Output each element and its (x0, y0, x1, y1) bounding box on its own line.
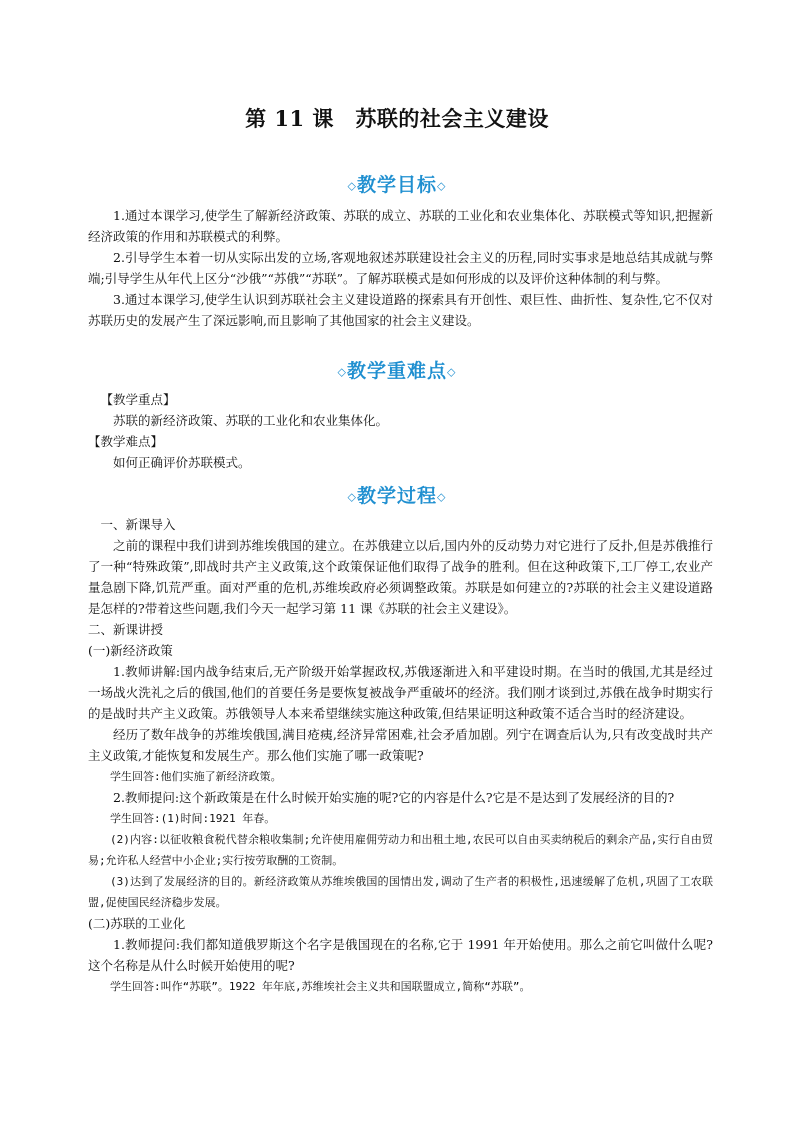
section-heading-goals-text: 教学目标 (356, 174, 437, 196)
key-label: 【教学重点】 (100, 392, 176, 407)
process-block (88, 514, 713, 997)
subheading-new-economic-policy: (一)新经济政策 (88, 643, 173, 658)
student-answer-2-time: 学生回答:(1)时间:1921 年春。 (110, 812, 276, 825)
section-heading-process-text: 教学过程 (356, 485, 437, 507)
diamond-icon: ◇ (437, 490, 447, 504)
key-text: 苏联的新经济政策、苏联的工业化和农业集体化。 (113, 413, 389, 428)
subheading-industrialization: (二)苏联的工业化 (88, 916, 186, 931)
intro-paragraph: 之前的课程中我们讲到苏维埃俄国的建立。在苏俄建立以后,国内外的反动势力对它进行了反扑,但是苏俄推行了一种“特殊政策”,即战时共产主义政策,这个政策保证他们取得了战争的胜利。但在这种政策下,工厂停工,农业产量急剧下降,饥荒严重。面对严重的危机,苏维埃政府必须调整政策。苏联是如何建立的?苏联的社会主义建设道路是怎样的?带着这些问题,我们今天一起学习第 11 课《苏联的社会主义建设》。 (88, 538, 713, 616)
diamond-icon: ◇ (347, 179, 357, 193)
diamond-icon: ◇ (437, 179, 447, 193)
difficulty-label: 【教学难点】 (88, 434, 164, 449)
teacher-paragraph-1: 1.教师讲解:国内战争结束后,无产阶级开始掌握政权,苏俄逐渐进入和平建设时期。在当时的俄国,尤其是经过一场战火洗礼之后的俄国,他们的首要任务是要恢复被战争严重破坏的经济。我们刚才谈到过,苏俄在战争时期实行的是战时共产主义政策。苏俄领导人本来希望继续实施这种政策,但结果证明这种政策不适合当时的经济建设。 (88, 664, 713, 721)
difficulty-text: 如何正确评价苏联模式。 (113, 455, 251, 470)
student-answer-1: 学生回答:他们实施了新经济政策。 (110, 770, 282, 783)
goal-paragraph-2: 2.引导学生本着一切从实际出发的立场,客观地叙述苏联建设社会主义的历程,同时实事求是地总结其成就与弊端;引导学生从年代上区分“沙俄”“苏俄”“苏联”。了解苏联模式是如何形成的以及评价这种体制的利与弊。 (88, 250, 713, 286)
diamond-icon: ◇ (347, 490, 357, 504)
section-heading-keypoints-text: 教学重难点 (346, 360, 447, 382)
section-heading-process (0, 481, 794, 508)
keypoints-block (88, 389, 713, 473)
teacher-question-3: 1.教师提问:我们都知道俄罗斯这个名字是俄国现在的名称,它于 1991 年开始使用。那么之前它叫做什么呢?这个名称是从什么时候开始使用的呢? (88, 937, 713, 973)
student-answer-2-content: (2)内容:以征收粮食税代替余粮收集制;允许使用雇佣劳动力和出租土地,农民可以自由买卖纳税后的剩余产品,实行自由贸易;允许私人经营中小企业;实行按劳取酬的工资制。 (88, 833, 713, 867)
goals-block (88, 205, 713, 331)
teacher-paragraph-1b: 经历了数年战争的苏维埃俄国,满目疮痍,经济异常困难,社会矛盾加剧。列宁在调查后认为,只有改变战时共产主义政策,才能恢复和发展生产。那么他们实施了哪一政策呢? (88, 727, 713, 763)
student-answer-3: 学生回答:叫作“苏联”。1922 年年底,苏维埃社会主义共和国联盟成立,简称“苏联”。 (110, 980, 531, 993)
section-heading-keypoints (0, 356, 794, 383)
section-heading-goals (0, 170, 794, 197)
student-answer-2-result: (3)达到了发展经济的目的。新经济政策从苏维埃俄国的国情出发,调动了生产者的积极性,迅速缓解了危机,巩固了工农联盟,促使国民经济稳步发展。 (88, 875, 713, 909)
process-heading-1: 一、新课导入 (100, 517, 176, 532)
page-title: 第 11 课 苏联的社会主义建设 (245, 106, 549, 131)
diamond-icon: ◇ (337, 365, 347, 379)
goal-paragraph-3: 3.通过本课学习,使学生认识到苏联社会主义建设道路的探索具有开创性、艰巨性、曲折性、复杂性,它不仅对苏联历史的发展产生了深远影响,而且影响了其他国家的社会主义建设。 (88, 292, 713, 328)
teacher-question-2: 2.教师提问:这个新政策是在什么时候开始实施的呢?它的内容是什么?它是不是达到了发展经济的目的? (113, 790, 675, 805)
process-heading-2: 二、新课讲授 (88, 622, 164, 637)
goal-paragraph-1: 1.通过本课学习,使学生了解新经济政策、苏联的成立、苏联的工业化和农业集体化、苏联模式等知识,把握新经济政策的作用和苏联模式的利弊。 (88, 208, 713, 244)
diamond-icon: ◇ (447, 365, 457, 379)
